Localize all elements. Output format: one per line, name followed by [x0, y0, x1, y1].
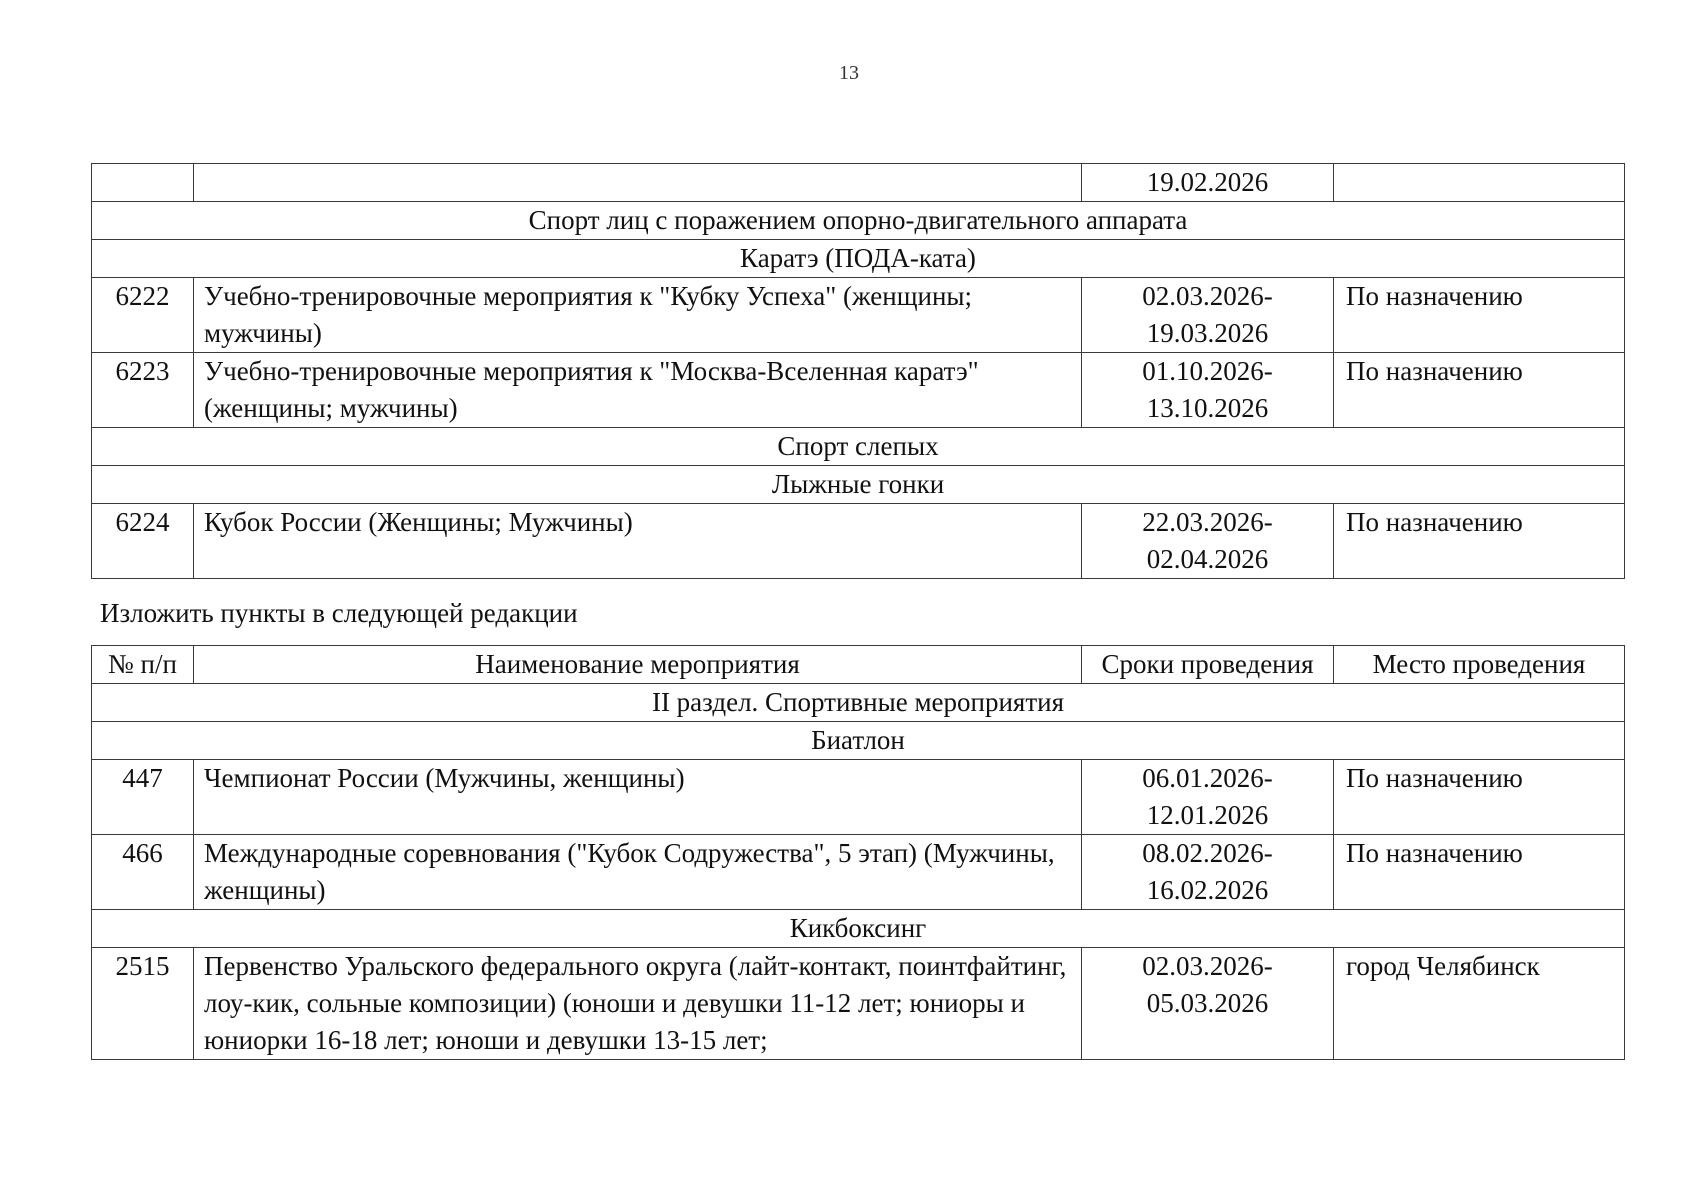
sport-heading: Лыжные гонки — [92, 466, 1625, 504]
event-dates-cell: 01.10.2026- 13.10.2026 — [1082, 353, 1334, 428]
page-number: 13 — [839, 62, 859, 84]
event-dates-cell: 02.03.2026- 05.03.2026 — [1082, 948, 1334, 1060]
section-heading: II раздел. Спортивные мероприятия — [92, 684, 1625, 722]
row-number-cell: 466 — [92, 835, 194, 910]
event-name-cell: Учебно-тренировочные мероприятия к "Кубку Успеха" (женщины; мужчины) — [194, 278, 1082, 353]
event-dates-cell: 22.03.2026- 02.04.2026 — [1082, 504, 1334, 579]
section-heading: Спорт лиц с поражением опорно-двигательного аппарата — [92, 202, 1625, 240]
event-dates-cell: 19.02.2026 — [1082, 164, 1334, 202]
events-table-revised — [91, 645, 1625, 1060]
table-row — [92, 948, 1625, 1060]
event-name-cell — [194, 164, 1082, 202]
event-name-cell: Международные соревнования ("Кубок Содружества", 5 этап) (Мужчины, женщины) — [194, 835, 1082, 910]
sport-heading: Биатлон — [92, 722, 1625, 760]
event-place-cell: По назначению — [1334, 278, 1625, 353]
table-row — [92, 760, 1625, 835]
column-header-place: Место проведения — [1334, 646, 1625, 684]
table-row — [92, 164, 1625, 202]
event-name-cell: Учебно-тренировочные мероприятия к "Москва-Вселенная каратэ" (женщины; мужчины) — [194, 353, 1082, 428]
header-row — [92, 646, 1625, 684]
section-row — [92, 466, 1625, 504]
section-row — [92, 910, 1625, 948]
table-row — [92, 278, 1625, 353]
sport-heading: Каратэ (ПОДА-ката) — [92, 240, 1625, 278]
column-header-dates: Сроки проведения — [1082, 646, 1334, 684]
sport-heading: Кикбоксинг — [92, 910, 1625, 948]
row-number-cell: 6222 — [92, 278, 194, 353]
row-number-cell: 6224 — [92, 504, 194, 579]
column-header-number: № п/п — [92, 646, 194, 684]
row-number-cell: 2515 — [92, 948, 194, 1060]
row-number-cell — [92, 164, 194, 202]
section-row — [92, 722, 1625, 760]
table-row — [92, 835, 1625, 910]
event-name-cell: Кубок России (Женщины; Мужчины) — [194, 504, 1082, 579]
row-number-cell: 6223 — [92, 353, 194, 428]
event-name-cell: Чемпионат России (Мужчины, женщины) — [194, 760, 1082, 835]
section-row — [92, 684, 1625, 722]
instruction-text: Изложить пункты в следующей редакции — [100, 598, 578, 628]
section-heading: Спорт слепых — [92, 428, 1625, 466]
section-row — [92, 428, 1625, 466]
column-header-name: Наименование мероприятия — [194, 646, 1082, 684]
event-place-cell: По назначению — [1334, 760, 1625, 835]
section-row — [92, 202, 1625, 240]
event-dates-cell: 02.03.2026- 19.03.2026 — [1082, 278, 1334, 353]
event-place-cell: По назначению — [1334, 835, 1625, 910]
event-place-cell: По назначению — [1334, 504, 1625, 579]
section-row — [92, 240, 1625, 278]
row-number-cell: 447 — [92, 760, 194, 835]
events-table-continued — [91, 163, 1625, 579]
event-place-cell: город Челябинск — [1334, 948, 1625, 1060]
event-place-cell — [1334, 164, 1625, 202]
event-dates-cell: 06.01.2026- 12.01.2026 — [1082, 760, 1334, 835]
table-row — [92, 353, 1625, 428]
event-name-cell: Первенство Уральского федерального округа (лайт-контакт, поинтфайтинг, лоу-кик, сольные композиции) (юноши и девушки 11-12 лет; юниоры и юниорки 16-18 лет; юноши и девушки 13-15 лет; — [194, 948, 1082, 1060]
event-dates-cell: 08.02.2026- 16.02.2026 — [1082, 835, 1334, 910]
table-row — [92, 504, 1625, 579]
event-place-cell: По назначению — [1334, 353, 1625, 428]
